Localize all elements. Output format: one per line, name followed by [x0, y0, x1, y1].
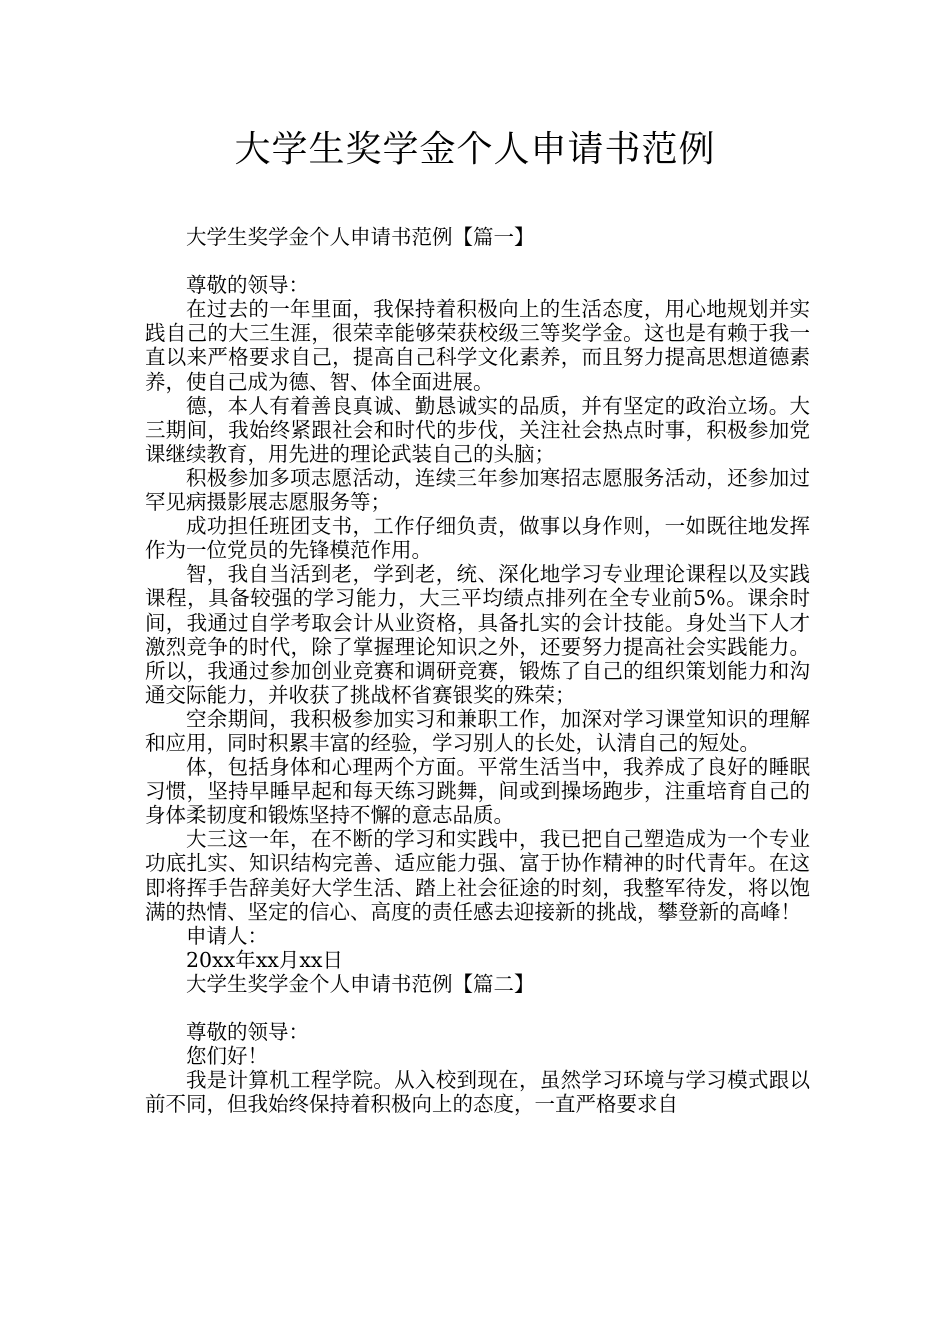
salutation: 尊敬的领导： — [186, 273, 309, 298]
document-title: 大学生奖学金个人申请书范例 — [234, 129, 716, 170]
section-heading-2: 大学生奖学金个人申请书范例【篇二】 — [186, 971, 535, 996]
blank-line — [145, 249, 810, 273]
salutation: 尊敬的领导： — [186, 1020, 309, 1045]
body-paragraph: 积极参加多项志愿活动，连续三年参加寒招志愿服务活动，还参加过罕见病摄影展志愿服务等； — [145, 465, 810, 515]
body-paragraph: 在过去的一年里面，我保持着积极向上的生活态度，用心地规划并实践自己的大三生涯，很荣幸能够荣获校级三等奖学金。这也是有赖于我一直以来严格要求自己，提高自己科学文化素养，而且努力提高思想道德素养，使自己成为德、智、体全面进展。 — [145, 297, 810, 394]
body-paragraph: 成功担任班团支书，工作仔细负责，做事以身作则，一如既往地发挥作为一位党员的先锋模范作用。 — [145, 514, 810, 563]
body-paragraph: 德，本人有着善良真诚、勤恳诚实的品质，并有坚定的政治立场。大三期间，我始终紧跟社会和时代的步伐，关注社会热点时事，积极参加党课继续教育，用先进的理论武装自己的头脑； — [145, 393, 810, 466]
blank-line — [145, 996, 810, 1020]
body-paragraph: 我是计算机工程学院。从入校到现在，虽然学习环境与学习模式跟以前不同，但我始终保持着积极向上的态度，一直严格要求自 — [145, 1068, 810, 1117]
signature-date: 20xx年xx月xx日 — [186, 947, 343, 972]
document-body — [145, 225, 810, 1116]
section-heading-1: 大学生奖学金个人申请书范例【篇一】 — [186, 225, 535, 249]
body-paragraph: 空余期间，我积极参加实习和兼职工作，加深对学习课堂知识的理解和应用，同时积累丰富的经验，学习别人的长处，认清自己的短处。 — [145, 706, 810, 755]
body-paragraph: 智，我自当活到老，学到老，统、深化地学习专业理论课程以及实践课程，具备较强的学习能力，大三平均绩点排列在全专业前5%。课余时间，我通过自学考取会计从业资格，具备扎实的会计技能。身处当下人才激烈竞争的时代，除了掌握理论知识之外，还要努力提高社会实践能力。所以，我通过参加创业竞赛和调研竞赛，锻炼了自己的组织策划能力和沟通交际能力，并收获了挑战杯省赛银奖的殊荣； — [145, 562, 810, 707]
signature-label: 申请人： — [186, 923, 268, 948]
body-paragraph: 体，包括身体和心理两个方面。平常生活当中，我养成了良好的睡眠习惯，坚持早睡早起和每天练习跳舞，间或到操场跑步，注重培育自己的身体柔韧度和锻炼坚持不懈的意志品质。 — [145, 755, 810, 828]
body-paragraph: 大三这一年，在不断的学习和实践中，我已把自己塑造成为一个专业功底扎实、知识结构完善、适应能力强、富于协作精神的时代青年。在这即将挥手告辞美好大学生活、踏上社会征途的时刻，我整军待发，将以饱满的热情、坚定的信心、高度的责任感去迎接新的挑战，攀登新的高峰！ — [145, 827, 810, 924]
greeting: 您们好！ — [186, 1044, 268, 1069]
